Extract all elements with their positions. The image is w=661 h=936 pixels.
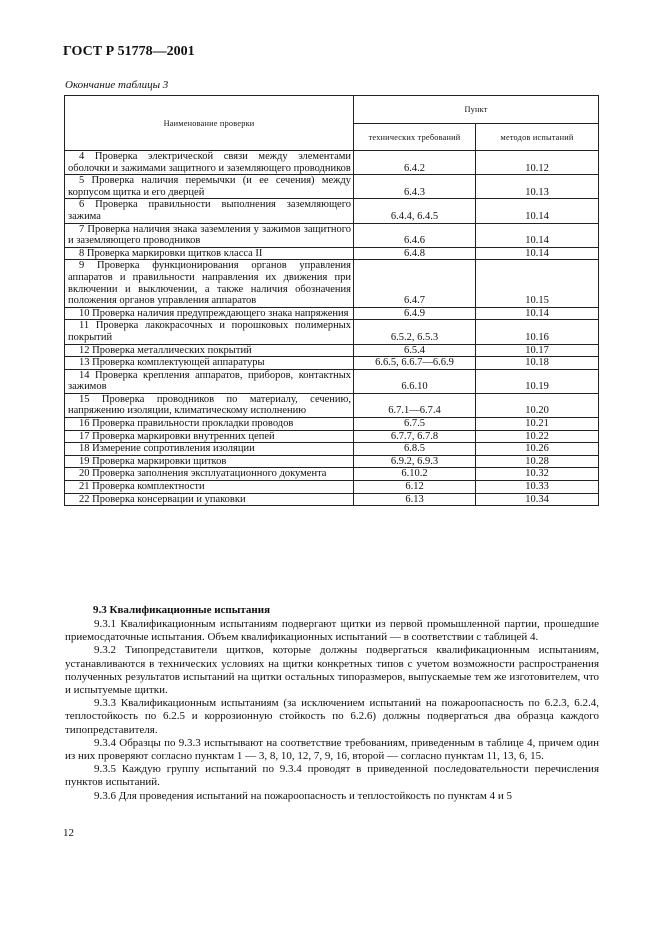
table-row <box>65 493 599 506</box>
check-name-cell: 12 Проверка металлических покрытий <box>65 344 354 357</box>
tech-requirement-cell: 6.7.7, 6.7.8 <box>354 430 476 443</box>
paragraph: 9.3.1 Квалификационным испытаниям подвергают щитки из первой промышленной партии, прошедшие приемосдаточные испытания. Объем квалификационных испытаний — в соответствии с таблицей 4. <box>65 618 599 644</box>
check-name-cell: 22 Проверка консервации и упаковки <box>65 493 354 506</box>
test-method-cell: 10.19 <box>476 369 599 393</box>
check-name-cell: 4 Проверка электрической связи между элементами оболочки и зажимами защитного и заземляющего проводников <box>65 151 354 175</box>
paragraph: 9.3.6 Для проведения испытаний на пожароопасность и теплостойкость по пунктам 4 и 5 <box>94 789 512 802</box>
check-name-cell: 17 Проверка маркировки внутренних цепей <box>65 430 354 443</box>
check-name-cell: 11 Проверка лакокрасочных и порошковых полимерных покрытий <box>65 320 354 344</box>
check-name-cell: 5 Проверка наличия перемычки (и ее сечения) между корпусом щитка и его дверцей <box>65 175 354 199</box>
tech-requirement-cell: 6.7.1—6.7.4 <box>354 393 476 417</box>
table-row <box>65 247 599 260</box>
check-name-cell: 19 Проверка маркировки щитков <box>65 455 354 468</box>
test-method-cell: 10.28 <box>476 455 599 468</box>
check-name-cell: 16 Проверка правильности прокладки проводов <box>65 418 354 431</box>
table-row <box>65 481 599 494</box>
check-name-cell: 8 Проверка маркировки щитков класса II <box>65 247 354 260</box>
check-name-cell: 9 Проверка функционирования органов управления аппаратов и правильности направления их движения при включении и выключении, а также наличия обозначения положения органов управления аппаратов <box>65 260 354 307</box>
check-name-cell: 20 Проверка заполнения эксплуатационного документа <box>65 468 354 481</box>
tech-requirement-cell: 6.8.5 <box>354 443 476 456</box>
table-row <box>65 260 599 307</box>
tech-requirement-cell: 6.4.6 <box>354 223 476 247</box>
test-method-cell: 10.22 <box>476 430 599 443</box>
table-caption: Окончание таблицы 3 <box>65 79 169 91</box>
check-name-cell: 21 Проверка комплектности <box>65 481 354 494</box>
paragraph: 9.3.4 Образцы по 9.3.3 испытывают на соответствие требованиям, приведенным в таблице 4, причем один из них проверяют согласно пунктам 1 — 3, 8, 10, 12, 7, 9, 16, второй — согласно пунктам 11, 13, 6, 15. <box>65 736 599 763</box>
tech-requirement-cell: 6.10.2 <box>354 468 476 481</box>
test-method-cell: 10.15 <box>476 260 599 307</box>
test-method-cell: 10.20 <box>476 393 599 417</box>
test-method-cell: 10.14 <box>476 247 599 260</box>
table-row <box>65 151 599 175</box>
test-method-cell: 10.14 <box>476 199 599 223</box>
section-body <box>65 618 599 803</box>
column-header-methods: методов испытаний <box>476 124 599 151</box>
check-name-cell: 7 Проверка наличия знака заземления у зажимов защитного и заземляющего проводников <box>65 223 354 247</box>
table-row <box>65 320 599 344</box>
test-method-cell: 10.18 <box>476 357 599 370</box>
test-method-cell: 10.14 <box>476 307 599 320</box>
test-method-cell: 10.32 <box>476 468 599 481</box>
check-name-cell: 10 Проверка наличия предупреждающего знака напряжения <box>65 307 354 320</box>
check-name-cell: 6 Проверка правильности выполнения заземляющего зажима <box>65 199 354 223</box>
table-row <box>65 223 599 247</box>
column-header-tech: технических требований <box>354 124 476 151</box>
test-method-cell: 10.26 <box>476 443 599 456</box>
tech-requirement-cell: 6.13 <box>354 493 476 506</box>
tech-requirement-cell: 6.5.4 <box>354 344 476 357</box>
page-number: 12 <box>63 827 74 839</box>
check-name-cell: 13 Проверка комплектующей аппаратуры <box>65 357 354 370</box>
checks-table <box>64 95 599 506</box>
column-header-name: Наименование проверки <box>65 96 354 151</box>
check-name-cell: 14 Проверка крепления аппаратов, приборов, контактных зажимов <box>65 369 354 393</box>
test-method-cell: 10.33 <box>476 481 599 494</box>
table-row <box>65 468 599 481</box>
test-method-cell: 10.21 <box>476 418 599 431</box>
table-row <box>65 443 599 456</box>
table-row <box>65 307 599 320</box>
paragraph: 9.3.2 Типопредставители щитков, которые должны подвергаться квалификационным испытаниям, устанавливаются в технических условиях на щитки конкретных типов с учетом возможности распространения полученных результатов испытаний на щитки остальных типоразмеров, выпускаемые тем же изготовителем, что и испытуемые щитки. <box>65 644 599 697</box>
tech-requirement-cell: 6.5.2, 6.5.3 <box>354 320 476 344</box>
table-row <box>65 393 599 417</box>
test-method-cell: 10.13 <box>476 175 599 199</box>
tech-requirement-cell: 6.9.2, 6.9.3 <box>354 455 476 468</box>
tech-requirement-cell: 6.4.9 <box>354 307 476 320</box>
section-heading: 9.3 Квалификационные испытания <box>93 604 271 616</box>
test-method-cell: 10.14 <box>476 223 599 247</box>
table-row <box>65 455 599 468</box>
tech-requirement-cell: 6.12 <box>354 481 476 494</box>
table-row <box>65 199 599 223</box>
tech-requirement-cell: 6.4.4, 6.4.5 <box>354 199 476 223</box>
tech-requirement-cell: 6.7.5 <box>354 418 476 431</box>
table-row <box>65 344 599 357</box>
check-name-cell: 15 Проверка проводников по материалу, сечению, напряжению изоляции, климатическому исполнению <box>65 393 354 417</box>
table-row <box>65 357 599 370</box>
tech-requirement-cell: 6.4.7 <box>354 260 476 307</box>
tech-requirement-cell: 6.6.5, 6.6.7—6.6.9 <box>354 357 476 370</box>
test-method-cell: 10.17 <box>476 344 599 357</box>
table-row <box>65 369 599 393</box>
tech-requirement-cell: 6.4.2 <box>354 151 476 175</box>
check-name-cell: 18 Измерение сопротивления изоляции <box>65 443 354 456</box>
table-row <box>65 175 599 199</box>
document-header: ГОСТ Р 51778—2001 <box>63 44 195 59</box>
test-method-cell: 10.12 <box>476 151 599 175</box>
table-row <box>65 418 599 431</box>
test-method-cell: 10.16 <box>476 320 599 344</box>
tech-requirement-cell: 6.4.8 <box>354 247 476 260</box>
table-row <box>65 430 599 443</box>
tech-requirement-cell: 6.6.10 <box>354 369 476 393</box>
column-header-group: Пункт <box>354 96 599 124</box>
test-method-cell: 10.34 <box>476 493 599 506</box>
tech-requirement-cell: 6.4.3 <box>354 175 476 199</box>
paragraph: 9.3.5 Каждую группу испытаний по 9.3.4 проводят в приведенной последовательности перечисления пунктов испытаний. <box>65 763 599 789</box>
paragraph: 9.3.3 Квалификационным испытаниям (за исключением испытаний на пожароопасность по 6.2.3, 6.2.4, теплостойкость по 6.2.5 и коррозионную стойкость по 6.2.6) должны подвергаться два образца каждого типопредставителя. <box>65 697 599 736</box>
